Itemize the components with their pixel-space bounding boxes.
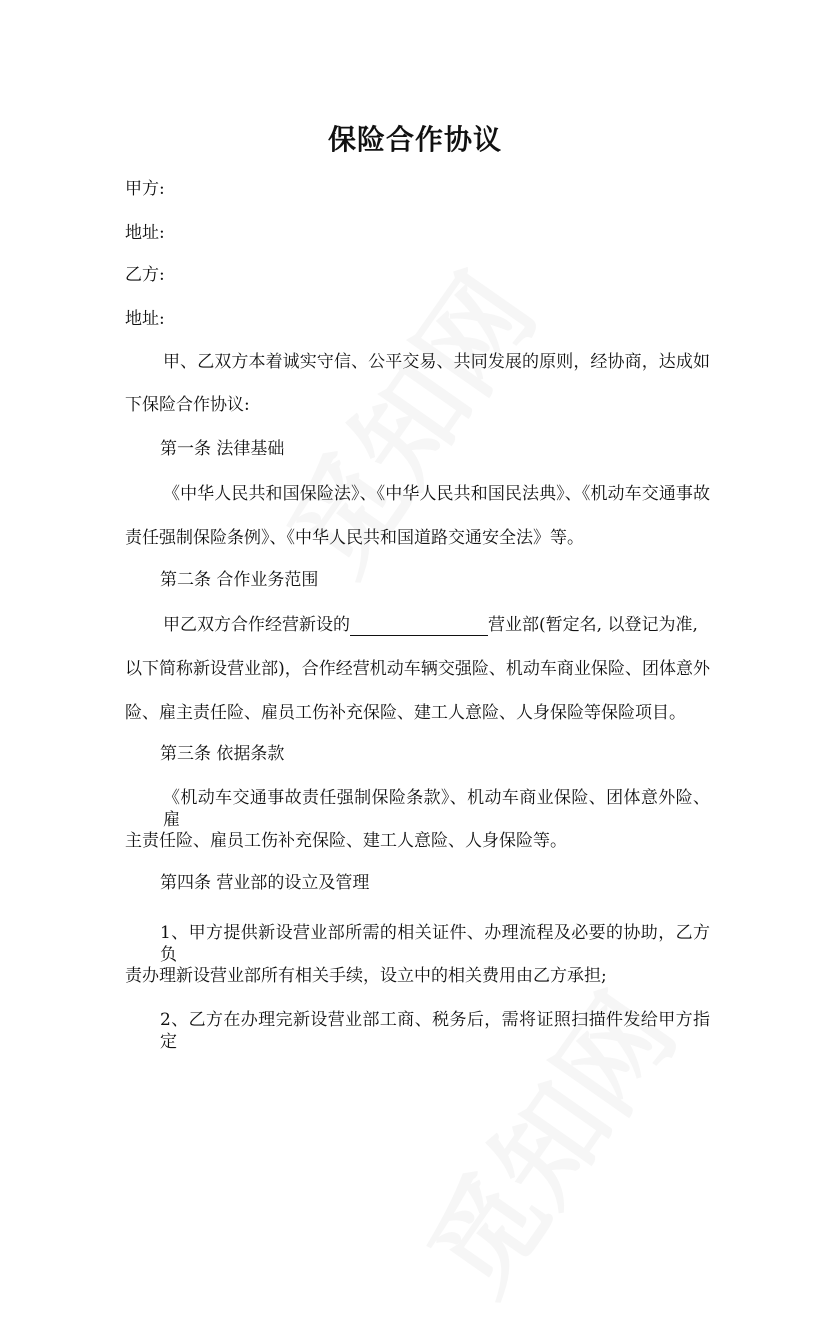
article-line: 《机动车交通事故责任强制保险条款》、机动车商业保险、团体意外险、雇 (163, 788, 710, 830)
article-text: 甲乙双方合作经营新设的 (163, 615, 350, 635)
article-line: 2、乙方在办理完新设营业部工商、税务后，需将证照扫描件发给甲方指定 (160, 1010, 710, 1052)
article-heading: 第四条 营业部的设立及管理 (160, 873, 370, 893)
document-title: 保险合作协议 (327, 123, 502, 156)
article-line: 险、雇主责任险、雇员工伤补充保险、建工人意险、人身保险等保险项目。 (125, 703, 686, 723)
party-a-label: 甲方: (125, 179, 165, 199)
article-heading: 第二条 合作业务范围 (160, 570, 319, 590)
article-line: 主责任险、雇员工伤补充保险、建工人意险、人身保险等。 (125, 831, 567, 851)
article-line: 责任强制保险条例》、《中华人民共和国道路交通安全法》等。 (125, 528, 584, 548)
article-heading: 第一条 法律基础 (160, 439, 285, 459)
intro-line: 甲、乙双方本着诚实守信、公平交易、共同发展的原则，经协商，达成如 (163, 352, 710, 372)
article-line: 1、甲方提供新设营业部所需的相关证件、办理流程及必要的协助，乙方负 (160, 923, 710, 965)
blank-fill-line (350, 617, 488, 636)
article-line: 责办理新设营业部所有相关手续，设立中的相关费用由乙方承担; (125, 966, 607, 986)
party-b-address-label: 地址: (125, 309, 165, 329)
article-line (163, 614, 698, 636)
intro-line: 下保险合作协议: (125, 395, 250, 415)
party-b-label: 乙方: (125, 265, 165, 285)
article-heading: 第三条 依据条款 (160, 744, 285, 764)
article-line: 以下简称新设营业部)，合作经营机动车辆交强险、机动车商业保险、团体意外 (125, 659, 710, 679)
article-text: 营业部(暂定名, 以登记为准, (488, 615, 698, 635)
party-a-address-label: 地址: (125, 223, 165, 243)
article-line: 《中华人民共和国保险法》、《中华人民共和国民法典》、《机动车交通事故 (163, 484, 710, 504)
